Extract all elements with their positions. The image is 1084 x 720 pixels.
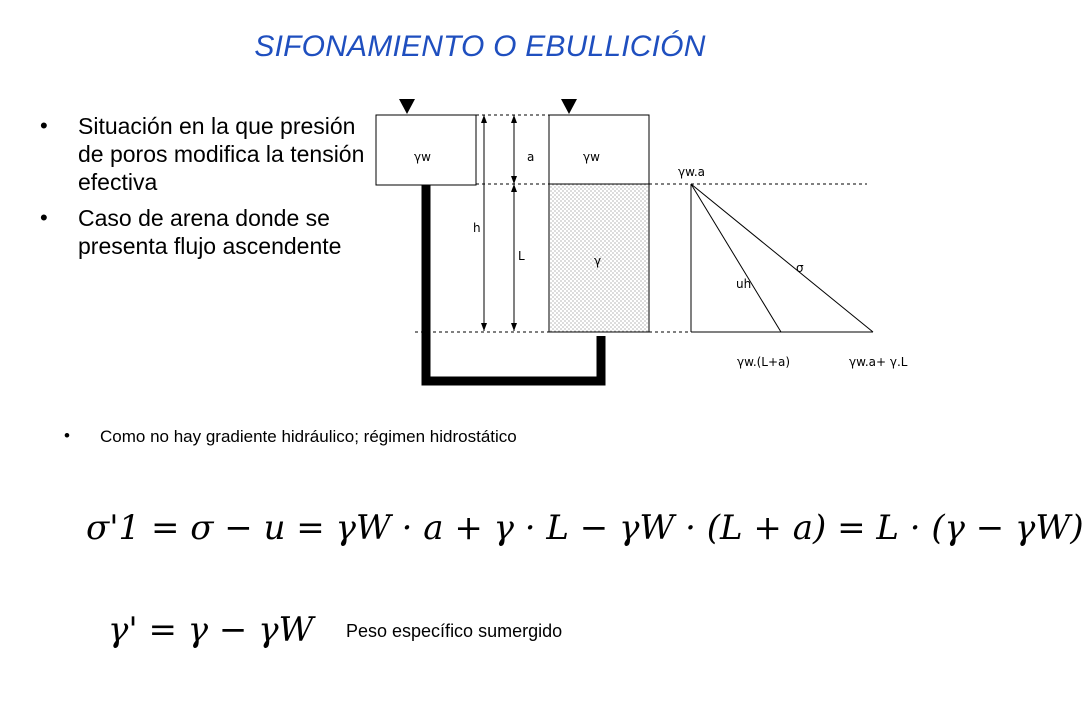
sub-bullet: • Como no hay gradiente hidráulico; régimen hidrostático — [66, 427, 517, 447]
dimension-a-label: a — [527, 150, 535, 164]
right-tank-water-label: γw — [583, 150, 600, 164]
bullet-item: • Caso de arena donde se presenta flujo ascendente — [34, 204, 374, 260]
left-tank-label: γw — [414, 150, 431, 164]
effective-stress-equation: σ'1 = σ − u = γW · a + γ · L − γW · (L + a) = L · (γ − γW) — [86, 508, 1084, 548]
water-level-marker — [399, 99, 415, 114]
pore-pressure-line — [691, 184, 781, 332]
water-level-marker — [561, 99, 577, 114]
submerged-weight-note: Peso específico sumergido — [346, 621, 563, 641]
bullet-item: • Situación en la que presión de poros modifica la tensión efectiva — [34, 112, 374, 196]
total-stress-line — [691, 184, 873, 332]
pore-pressure-label: uh — [736, 277, 752, 291]
submerged-weight-equation: γ' = γ − γW — [108, 610, 314, 650]
total-stress-label: σ — [796, 261, 804, 275]
dimension-h-label: h — [473, 221, 481, 235]
top-stress-label: γw.a — [678, 165, 705, 179]
slide-title: SIFONAMIENTO O EBULLICIÓN — [254, 30, 706, 63]
bottom-left-stress-label: γw.(L+a) — [737, 355, 791, 369]
soil-label: γ — [594, 254, 602, 268]
bottom-right-stress-label: γw.a+ γ.L — [849, 355, 908, 369]
dimension-l-label: L — [518, 249, 525, 263]
